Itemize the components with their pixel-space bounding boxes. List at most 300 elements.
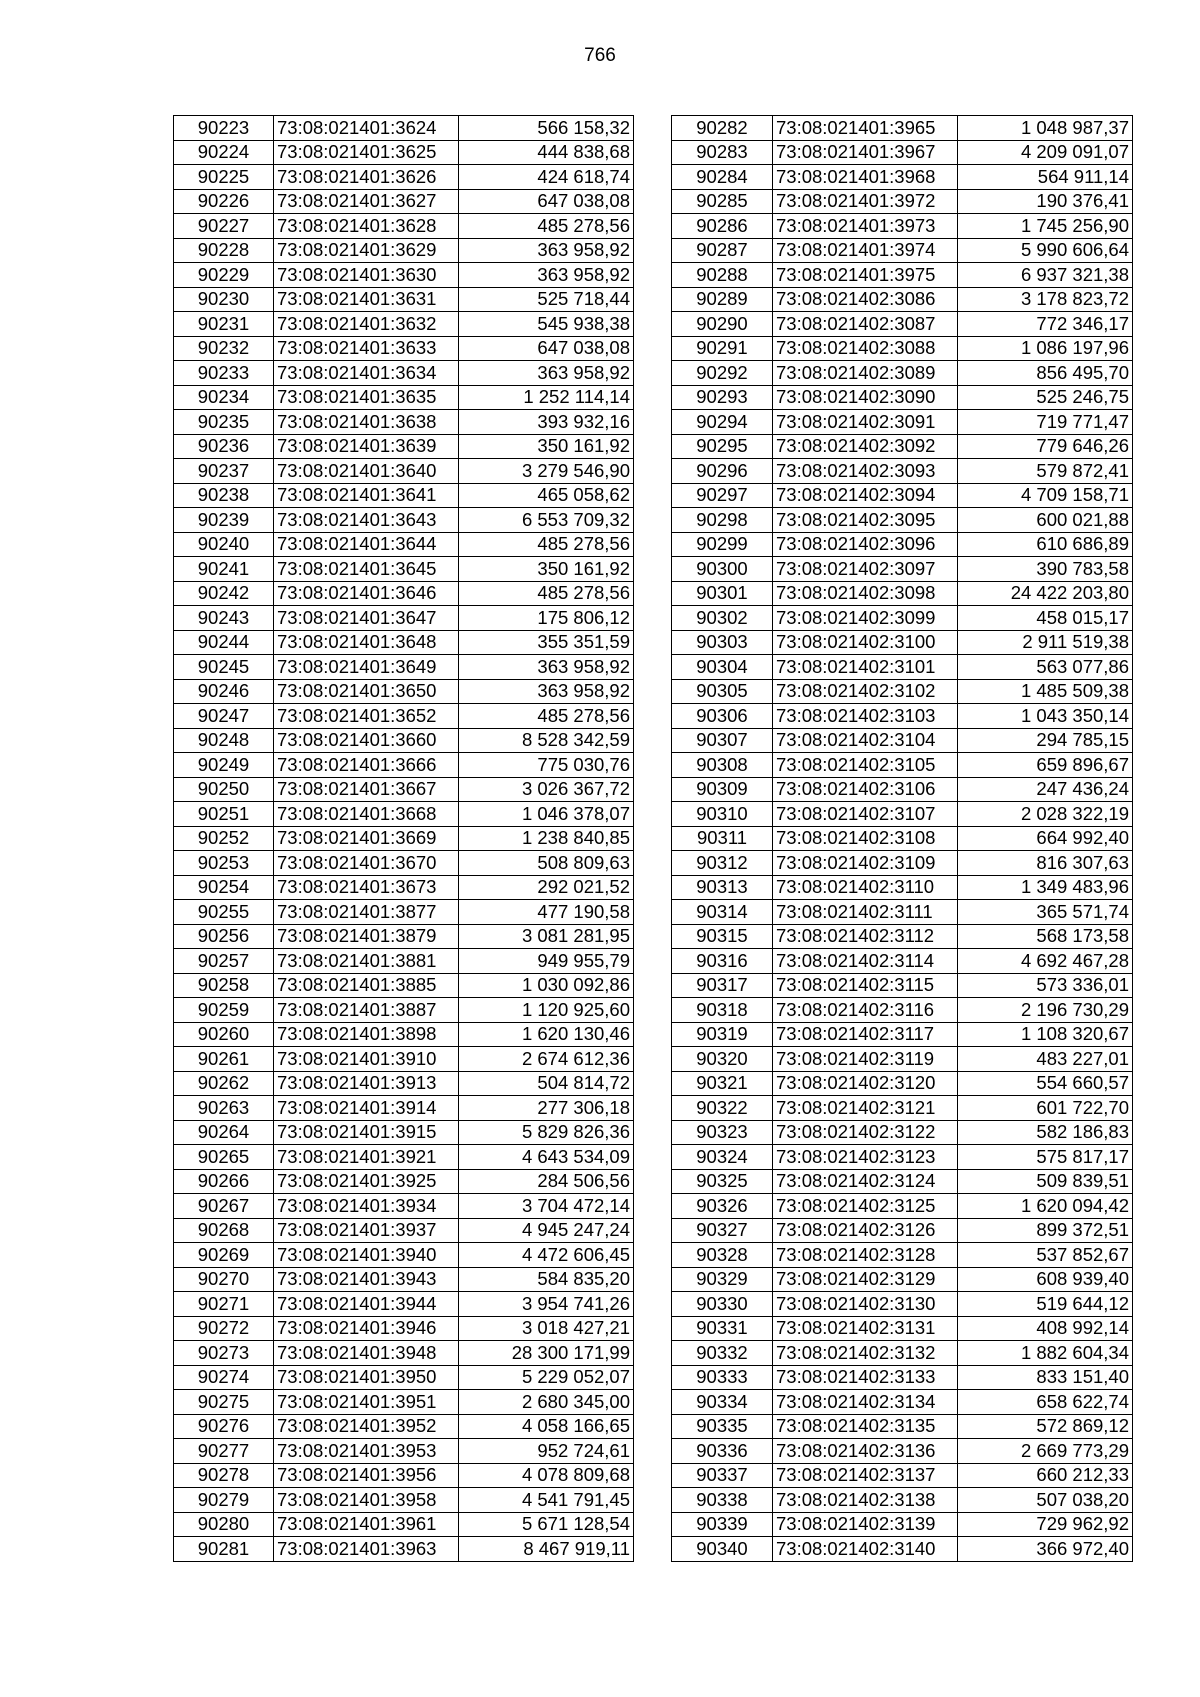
- row-number: 90235: [174, 410, 274, 435]
- cadastral-number: 73:08:021402:3121: [773, 1096, 958, 1121]
- cadastral-value: 856 495,70: [958, 361, 1133, 386]
- cadastral-number: 73:08:021401:3963: [274, 1537, 459, 1562]
- table-row: [672, 434, 1133, 459]
- table-row: [174, 1071, 634, 1096]
- row-number: 90328: [672, 1243, 773, 1268]
- table-row: [174, 1243, 634, 1268]
- cadastral-value: 8 467 919,11: [459, 1537, 634, 1562]
- cadastral-value: 660 212,33: [958, 1463, 1133, 1488]
- cadastral-value: 350 161,92: [459, 434, 634, 459]
- cadastral-value: 579 872,41: [958, 459, 1133, 484]
- cadastral-number: 73:08:021401:3646: [274, 581, 459, 606]
- row-number: 90246: [174, 679, 274, 704]
- cadastral-number: 73:08:021402:3101: [773, 655, 958, 680]
- table-row: [174, 1047, 634, 1072]
- cadastral-number: 73:08:021402:3137: [773, 1463, 958, 1488]
- cadastral-value: 554 660,57: [958, 1071, 1133, 1096]
- cadastral-number: 73:08:021401:3956: [274, 1463, 459, 1488]
- table-row: [672, 483, 1133, 508]
- cadastral-value: 3 279 546,90: [459, 459, 634, 484]
- cadastral-value: 1 120 925,60: [459, 998, 634, 1023]
- cadastral-number: 73:08:021401:3626: [274, 165, 459, 190]
- cadastral-number: 73:08:021402:3103: [773, 704, 958, 729]
- cadastral-value: 2 911 519,38: [958, 630, 1133, 655]
- row-number: 90244: [174, 630, 274, 655]
- row-number: 90230: [174, 287, 274, 312]
- table-row: [672, 287, 1133, 312]
- cadastral-number: 73:08:021402:3098: [773, 581, 958, 606]
- cadastral-value: 779 646,26: [958, 434, 1133, 459]
- table-row: [672, 1120, 1133, 1145]
- cadastral-value: 4 945 247,24: [459, 1218, 634, 1243]
- row-number: 90280: [174, 1512, 274, 1537]
- table-row: [174, 949, 634, 974]
- row-number: 90303: [672, 630, 773, 655]
- row-number: 90240: [174, 532, 274, 557]
- cadastral-value: 1 252 114,14: [459, 385, 634, 410]
- row-number: 90333: [672, 1365, 773, 1390]
- table-row: [672, 508, 1133, 533]
- cadastral-value: 247 436,24: [958, 777, 1133, 802]
- row-number: 90338: [672, 1488, 773, 1513]
- table-row: [672, 900, 1133, 925]
- cadastral-number: 73:08:021401:3910: [274, 1047, 459, 1072]
- cadastral-value: 363 958,92: [459, 361, 634, 386]
- cadastral-value: 1 745 256,90: [958, 214, 1133, 239]
- table-row: [672, 949, 1133, 974]
- table-row: [672, 189, 1133, 214]
- cadastral-number: 73:08:021401:3650: [274, 679, 459, 704]
- row-number: 90292: [672, 361, 773, 386]
- cadastral-number: 73:08:021401:3946: [274, 1316, 459, 1341]
- cadastral-value: 608 939,40: [958, 1267, 1133, 1292]
- table-row: [174, 998, 634, 1023]
- table-row: [672, 1243, 1133, 1268]
- cadastral-value: 2 674 612,36: [459, 1047, 634, 1072]
- cadastral-number: 73:08:021402:3140: [773, 1537, 958, 1562]
- row-number: 90313: [672, 875, 773, 900]
- cadastral-number: 73:08:021401:3643: [274, 508, 459, 533]
- cadastral-table-right-body: [672, 116, 1133, 1562]
- row-number: 90245: [174, 655, 274, 680]
- cadastral-number: 73:08:021401:3913: [274, 1071, 459, 1096]
- table-row: [672, 1488, 1133, 1513]
- cadastral-value: 582 186,83: [958, 1120, 1133, 1145]
- cadastral-value: 537 852,67: [958, 1243, 1133, 1268]
- table-row: [672, 410, 1133, 435]
- cadastral-value: 4 643 534,09: [459, 1145, 634, 1170]
- table-row: [174, 508, 634, 533]
- cadastral-number: 73:08:021402:3117: [773, 1022, 958, 1047]
- cadastral-number: 73:08:021401:3879: [274, 924, 459, 949]
- row-number: 90317: [672, 973, 773, 998]
- row-number: 90298: [672, 508, 773, 533]
- cadastral-number: 73:08:021401:3965: [773, 116, 958, 141]
- row-number: 90251: [174, 802, 274, 827]
- row-number: 90289: [672, 287, 773, 312]
- cadastral-value: 899 372,51: [958, 1218, 1133, 1243]
- table-row: [174, 1365, 634, 1390]
- table-row: [672, 1096, 1133, 1121]
- cadastral-value: 458 015,17: [958, 606, 1133, 631]
- cadastral-number: 73:08:021401:3640: [274, 459, 459, 484]
- cadastral-value: 508 809,63: [459, 851, 634, 876]
- table-row: [174, 606, 634, 631]
- table-row: [174, 189, 634, 214]
- cadastral-value: 3 704 472,14: [459, 1194, 634, 1219]
- cadastral-value: 3 018 427,21: [459, 1316, 634, 1341]
- table-row: [672, 165, 1133, 190]
- cadastral-value: 4 472 606,45: [459, 1243, 634, 1268]
- cadastral-value: 509 839,51: [958, 1169, 1133, 1194]
- cadastral-value: 366 972,40: [958, 1537, 1133, 1562]
- table-row: [672, 1022, 1133, 1047]
- cadastral-number: 73:08:021402:3087: [773, 312, 958, 337]
- cadastral-number: 73:08:021401:3652: [274, 704, 459, 729]
- row-number: 90316: [672, 949, 773, 974]
- cadastral-value: 1 086 197,96: [958, 336, 1133, 361]
- row-number: 90287: [672, 238, 773, 263]
- table-row: [174, 361, 634, 386]
- cadastral-table-left-body: [174, 116, 634, 1562]
- row-number: 90308: [672, 753, 773, 778]
- table-row: [174, 1463, 634, 1488]
- cadastral-value: 563 077,86: [958, 655, 1133, 680]
- cadastral-number: 73:08:021402:3108: [773, 826, 958, 851]
- row-number: 90282: [672, 116, 773, 141]
- row-number: 90284: [672, 165, 773, 190]
- row-number: 90259: [174, 998, 274, 1023]
- cadastral-value: 647 038,08: [459, 336, 634, 361]
- row-number: 90257: [174, 949, 274, 974]
- cadastral-number: 73:08:021401:3943: [274, 1267, 459, 1292]
- cadastral-number: 73:08:021401:3639: [274, 434, 459, 459]
- row-number: 90273: [174, 1341, 274, 1366]
- cadastral-number: 73:08:021402:3100: [773, 630, 958, 655]
- table-row: [672, 851, 1133, 876]
- cadastral-number: 73:08:021401:3975: [773, 263, 958, 288]
- table-row: [174, 753, 634, 778]
- cadastral-number: 73:08:021401:3644: [274, 532, 459, 557]
- table-row: [174, 655, 634, 680]
- cadastral-value: 4 692 467,28: [958, 949, 1133, 974]
- cadastral-value: 294 785,15: [958, 728, 1133, 753]
- cadastral-number: 73:08:021401:3660: [274, 728, 459, 753]
- cadastral-number: 73:08:021402:3116: [773, 998, 958, 1023]
- cadastral-number: 73:08:021401:3669: [274, 826, 459, 851]
- row-number: 90278: [174, 1463, 274, 1488]
- table-row: [174, 116, 634, 141]
- cadastral-number: 73:08:021402:3105: [773, 753, 958, 778]
- cadastral-value: 658 622,74: [958, 1390, 1133, 1415]
- table-row: [672, 875, 1133, 900]
- cadastral-number: 73:08:021402:3096: [773, 532, 958, 557]
- cadastral-value: 2 196 730,29: [958, 998, 1133, 1023]
- table-row: [174, 900, 634, 925]
- row-number: 90336: [672, 1439, 773, 1464]
- row-number: 90327: [672, 1218, 773, 1243]
- cadastral-number: 73:08:021401:3958: [274, 1488, 459, 1513]
- cadastral-number: 73:08:021402:3094: [773, 483, 958, 508]
- cadastral-number: 73:08:021402:3134: [773, 1390, 958, 1415]
- cadastral-value: 363 958,92: [459, 679, 634, 704]
- row-number: 90277: [174, 1439, 274, 1464]
- table-row: [174, 1194, 634, 1219]
- cadastral-value: 355 351,59: [459, 630, 634, 655]
- row-number: 90231: [174, 312, 274, 337]
- row-number: 90324: [672, 1145, 773, 1170]
- table-row: [672, 1341, 1133, 1366]
- table-row: [174, 704, 634, 729]
- cadastral-number: 73:08:021401:3914: [274, 1096, 459, 1121]
- cadastral-number: 73:08:021401:3961: [274, 1512, 459, 1537]
- table-row: [672, 606, 1133, 631]
- table-row: [672, 1169, 1133, 1194]
- row-number: 90331: [672, 1316, 773, 1341]
- table-row: [672, 140, 1133, 165]
- cadastral-number: 73:08:021401:3972: [773, 189, 958, 214]
- row-number: 90304: [672, 655, 773, 680]
- table-row: [174, 214, 634, 239]
- cadastral-number: 73:08:021402:3109: [773, 851, 958, 876]
- cadastral-value: 5 229 052,07: [459, 1365, 634, 1390]
- table-row: [672, 1365, 1133, 1390]
- row-number: 90255: [174, 900, 274, 925]
- table-row: [174, 238, 634, 263]
- row-number: 90228: [174, 238, 274, 263]
- cadastral-value: 519 644,12: [958, 1292, 1133, 1317]
- row-number: 90270: [174, 1267, 274, 1292]
- cadastral-value: 573 336,01: [958, 973, 1133, 998]
- table-row: [672, 581, 1133, 606]
- table-row: [672, 630, 1133, 655]
- row-number: 90325: [672, 1169, 773, 1194]
- cadastral-value: 175 806,12: [459, 606, 634, 631]
- cadastral-value: 816 307,63: [958, 851, 1133, 876]
- cadastral-value: 772 346,17: [958, 312, 1133, 337]
- table-row: [174, 1022, 634, 1047]
- cadastral-value: 365 571,74: [958, 900, 1133, 925]
- row-number: 90250: [174, 777, 274, 802]
- row-number: 90247: [174, 704, 274, 729]
- table-row: [174, 410, 634, 435]
- row-number: 90256: [174, 924, 274, 949]
- table-row: [672, 826, 1133, 851]
- table-row: [672, 532, 1133, 557]
- cadastral-number: 73:08:021401:3940: [274, 1243, 459, 1268]
- row-number: 90301: [672, 581, 773, 606]
- cadastral-number: 73:08:021402:3089: [773, 361, 958, 386]
- cadastral-table-right: [671, 115, 1133, 1562]
- cadastral-value: 4 541 791,45: [459, 1488, 634, 1513]
- row-number: 90294: [672, 410, 773, 435]
- row-number: 90323: [672, 1120, 773, 1145]
- cadastral-value: 3 081 281,95: [459, 924, 634, 949]
- cadastral-value: 5 671 128,54: [459, 1512, 634, 1537]
- table-row: [672, 1047, 1133, 1072]
- cadastral-number: 73:08:021402:3128: [773, 1243, 958, 1268]
- row-number: 90296: [672, 459, 773, 484]
- row-number: 90321: [672, 1071, 773, 1096]
- table-row: [672, 704, 1133, 729]
- table-row: [672, 116, 1133, 141]
- row-number: 90318: [672, 998, 773, 1023]
- cadastral-number: 73:08:021401:3633: [274, 336, 459, 361]
- cadastral-number: 73:08:021402:3086: [773, 287, 958, 312]
- cadastral-value: 1 620 094,42: [958, 1194, 1133, 1219]
- row-number: 90288: [672, 263, 773, 288]
- row-number: 90334: [672, 1390, 773, 1415]
- cadastral-table-left: [173, 115, 634, 1562]
- table-row: [672, 1071, 1133, 1096]
- cadastral-number: 73:08:021401:3631: [274, 287, 459, 312]
- row-number: 90309: [672, 777, 773, 802]
- table-row: [672, 753, 1133, 778]
- cadastral-number: 73:08:021401:3974: [773, 238, 958, 263]
- table-row: [174, 140, 634, 165]
- table-row: [672, 557, 1133, 582]
- table-row: [174, 826, 634, 851]
- row-number: 90239: [174, 508, 274, 533]
- row-number: 90265: [174, 1145, 274, 1170]
- row-number: 90254: [174, 875, 274, 900]
- row-number: 90302: [672, 606, 773, 631]
- cadastral-value: 6 553 709,32: [459, 508, 634, 533]
- row-number: 90339: [672, 1512, 773, 1537]
- cadastral-number: 73:08:021402:3092: [773, 434, 958, 459]
- cadastral-number: 73:08:021402:3111: [773, 900, 958, 925]
- cadastral-value: 647 038,08: [459, 189, 634, 214]
- cadastral-number: 73:08:021402:3122: [773, 1120, 958, 1145]
- cadastral-number: 73:08:021401:3934: [274, 1194, 459, 1219]
- row-number: 90238: [174, 483, 274, 508]
- table-row: [174, 434, 634, 459]
- row-number: 90300: [672, 557, 773, 582]
- cadastral-number: 73:08:021401:3944: [274, 1292, 459, 1317]
- cadastral-value: 444 838,68: [459, 140, 634, 165]
- cadastral-value: 1 108 320,67: [958, 1022, 1133, 1047]
- cadastral-number: 73:08:021401:3967: [773, 140, 958, 165]
- cadastral-number: 73:08:021402:3132: [773, 1341, 958, 1366]
- cadastral-value: 363 958,92: [459, 238, 634, 263]
- row-number: 90322: [672, 1096, 773, 1121]
- table-row: [672, 459, 1133, 484]
- cadastral-number: 73:08:021401:3648: [274, 630, 459, 655]
- cadastral-number: 73:08:021401:3628: [274, 214, 459, 239]
- table-row: [174, 263, 634, 288]
- cadastral-number: 73:08:021402:3138: [773, 1488, 958, 1513]
- table-row: [174, 1537, 634, 1562]
- cadastral-number: 73:08:021402:3125: [773, 1194, 958, 1219]
- table-row: [672, 1390, 1133, 1415]
- row-number: 90279: [174, 1488, 274, 1513]
- cadastral-number: 73:08:021401:3887: [274, 998, 459, 1023]
- row-number: 90252: [174, 826, 274, 851]
- table-row: [174, 1390, 634, 1415]
- cadastral-value: 4 078 809,68: [459, 1463, 634, 1488]
- cadastral-number: 73:08:021401:3667: [274, 777, 459, 802]
- row-number: 90293: [672, 385, 773, 410]
- cadastral-value: 477 190,58: [459, 900, 634, 925]
- row-number: 90332: [672, 1341, 773, 1366]
- table-row: [672, 238, 1133, 263]
- table-row: [174, 1169, 634, 1194]
- cadastral-number: 73:08:021401:3915: [274, 1120, 459, 1145]
- cadastral-number: 73:08:021401:3634: [274, 361, 459, 386]
- cadastral-number: 73:08:021402:3129: [773, 1267, 958, 1292]
- cadastral-value: 833 151,40: [958, 1365, 1133, 1390]
- cadastral-number: 73:08:021402:3095: [773, 508, 958, 533]
- row-number: 90312: [672, 851, 773, 876]
- row-number: 90263: [174, 1096, 274, 1121]
- cadastral-number: 73:08:021402:3104: [773, 728, 958, 753]
- cadastral-value: 485 278,56: [459, 532, 634, 557]
- cadastral-value: 393 932,16: [459, 410, 634, 435]
- row-number: 90260: [174, 1022, 274, 1047]
- row-number: 90305: [672, 679, 773, 704]
- cadastral-number: 73:08:021401:3624: [274, 116, 459, 141]
- cadastral-value: 390 783,58: [958, 557, 1133, 582]
- cadastral-number: 73:08:021402:3130: [773, 1292, 958, 1317]
- cadastral-number: 73:08:021402:3102: [773, 679, 958, 704]
- row-number: 90291: [672, 336, 773, 361]
- table-row: [174, 385, 634, 410]
- row-number: 90268: [174, 1218, 274, 1243]
- cadastral-value: 1 048 987,37: [958, 116, 1133, 141]
- cadastral-number: 73:08:021402:3139: [773, 1512, 958, 1537]
- table-row: [672, 679, 1133, 704]
- cadastral-number: 73:08:021402:3093: [773, 459, 958, 484]
- cadastral-value: 507 038,20: [958, 1488, 1133, 1513]
- cadastral-value: 719 771,47: [958, 410, 1133, 435]
- cadastral-number: 73:08:021401:3925: [274, 1169, 459, 1194]
- table-row: [174, 1096, 634, 1121]
- row-number: 90229: [174, 263, 274, 288]
- cadastral-value: 424 618,74: [459, 165, 634, 190]
- table-row: [174, 777, 634, 802]
- cadastral-value: 363 958,92: [459, 263, 634, 288]
- cadastral-value: 1 043 350,14: [958, 704, 1133, 729]
- cadastral-value: 483 227,01: [958, 1047, 1133, 1072]
- cadastral-value: 664 992,40: [958, 826, 1133, 851]
- table-row: [174, 336, 634, 361]
- cadastral-value: 292 021,52: [459, 875, 634, 900]
- cadastral-value: 6 937 321,38: [958, 263, 1133, 288]
- cadastral-number: 73:08:021401:3632: [274, 312, 459, 337]
- table-row: [174, 1488, 634, 1513]
- cadastral-value: 610 686,89: [958, 532, 1133, 557]
- table-row: [672, 973, 1133, 998]
- cadastral-number: 73:08:021402:3120: [773, 1071, 958, 1096]
- table-row: [174, 1316, 634, 1341]
- row-number: 90315: [672, 924, 773, 949]
- cadastral-value: 1 030 092,86: [459, 973, 634, 998]
- cadastral-value: 408 992,14: [958, 1316, 1133, 1341]
- row-number: 90267: [174, 1194, 274, 1219]
- cadastral-value: 584 835,20: [459, 1267, 634, 1292]
- row-number: 90319: [672, 1022, 773, 1047]
- cadastral-number: 73:08:021402:3119: [773, 1047, 958, 1072]
- cadastral-number: 73:08:021402:3099: [773, 606, 958, 631]
- table-row: [174, 973, 634, 998]
- cadastral-number: 73:08:021402:3126: [773, 1218, 958, 1243]
- table-row: [174, 875, 634, 900]
- row-number: 90243: [174, 606, 274, 631]
- table-row: [174, 312, 634, 337]
- row-number: 90329: [672, 1267, 773, 1292]
- row-number: 90337: [672, 1463, 773, 1488]
- cadastral-value: 566 158,32: [459, 116, 634, 141]
